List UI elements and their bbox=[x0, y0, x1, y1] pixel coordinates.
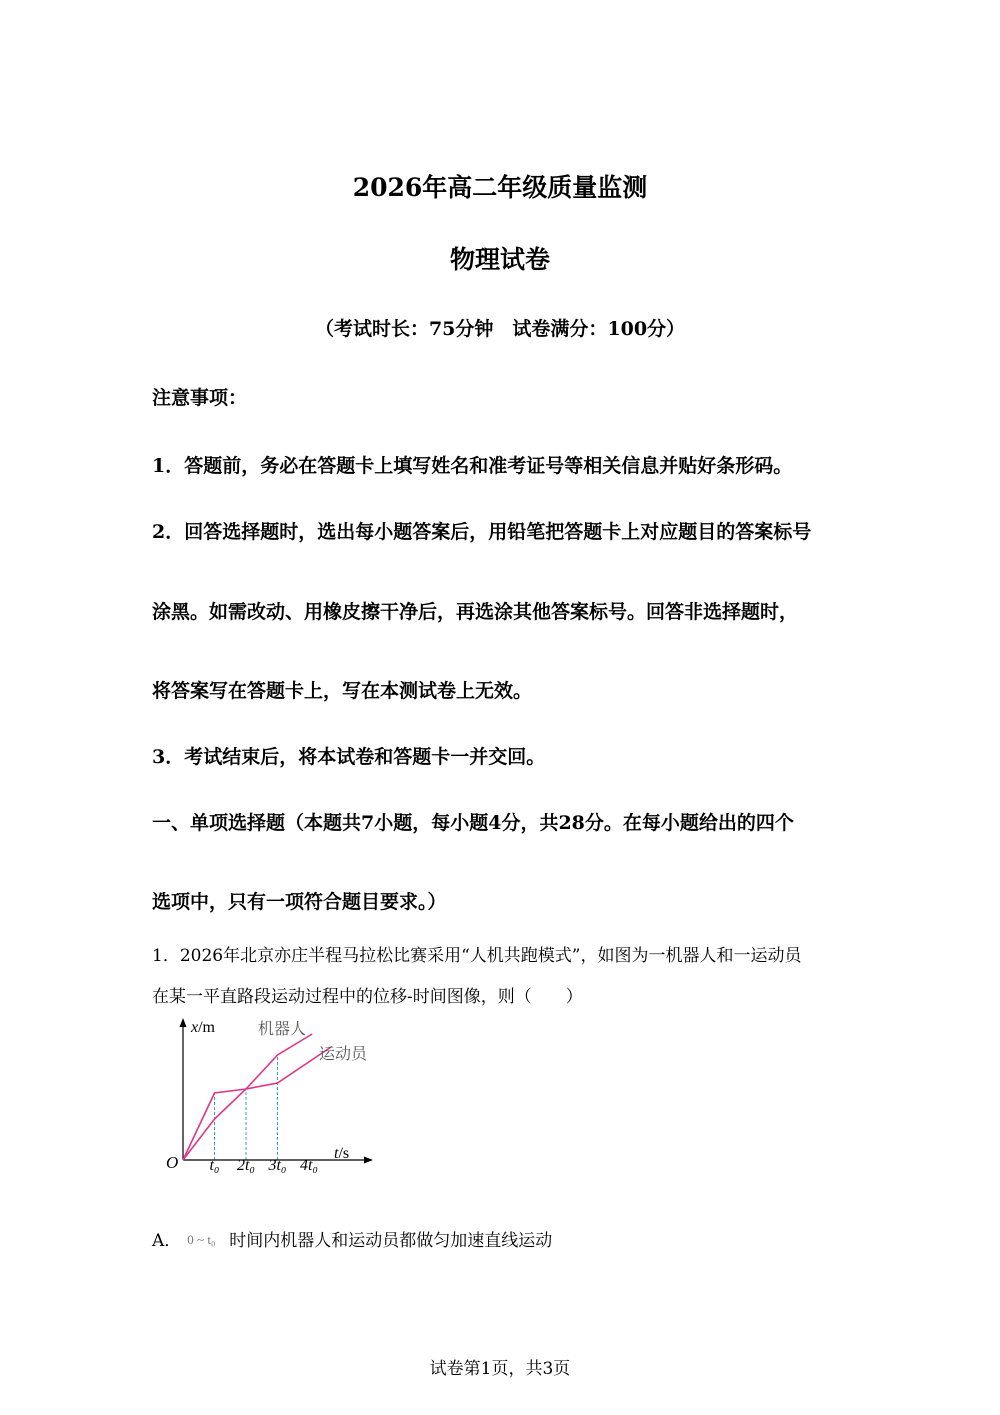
series-lines bbox=[183, 1034, 331, 1160]
legend-robot: 机器人 bbox=[258, 1019, 307, 1038]
notice-line-4: 将答案写在答题卡上，写在本测试卷上无效。 bbox=[152, 680, 533, 702]
x-axis-label: t/s bbox=[334, 1145, 350, 1162]
subject-title: 物理试卷 bbox=[449, 245, 550, 274]
option-a-text: 时间内机器人和运动员都做匀加速直线运动 bbox=[229, 1231, 553, 1251]
origin-label: O bbox=[166, 1153, 179, 1172]
series-line-robot bbox=[183, 1034, 312, 1160]
notice-line-3: 涂黑。如需改动、用橡皮擦干净后，再选涂其他答案标号。回答非选择题时， bbox=[152, 601, 799, 623]
legend-athlete: 运动员 bbox=[319, 1044, 368, 1063]
x-tick-label-1: t₀ bbox=[209, 1157, 220, 1174]
notice-heading: 注意事项： bbox=[152, 387, 248, 409]
exam-info: （考试时长：75分钟 试卷满分：100分） bbox=[314, 318, 686, 340]
notice-line-5: 3．考试结束后，将本试卷和答题卡一并交回。 bbox=[152, 746, 546, 768]
y-axis-arrow bbox=[180, 1018, 187, 1027]
option-a-label: A． bbox=[152, 1231, 182, 1251]
option-a-math-text: 0 ~ t₀ bbox=[187, 1232, 216, 1247]
question-1-line-1: 1．2026年北京亦庄半程马拉松比赛采用“人机共跑模式”，如图为一机器人和一运动员 bbox=[152, 946, 802, 966]
x-tick-label-2: 2t₀ bbox=[236, 1157, 256, 1174]
question-1-line-2: 在某一平直路段运动过程中的位移-时间图像，则（ ） bbox=[152, 987, 583, 1007]
position-time-graph bbox=[160, 1012, 380, 1182]
x-tick-label-4: 4t₀ bbox=[299, 1157, 319, 1174]
page-footer: 试卷第1页，共3页 bbox=[429, 1359, 571, 1379]
x-tick-label-3: 3t₀ bbox=[268, 1157, 287, 1174]
axes bbox=[180, 1018, 374, 1164]
series-line-athlete bbox=[183, 1047, 331, 1160]
section-heading-line-2: 选项中，只有一项符合题目要求。） bbox=[152, 891, 447, 913]
exam-title: 2026年高二年级质量监测 bbox=[352, 173, 648, 202]
notice-line-2: 2．回答选择题时，选出每小题答案后，用铅笔把答题卡上对应题目的答案标号 bbox=[152, 521, 812, 543]
section-heading-line-1: 一、单项选择题（本题共7小题，每小题4分，共28分。在每小题给出的四个 bbox=[152, 812, 794, 834]
x-axis-arrow bbox=[364, 1157, 373, 1164]
option-a[interactable] bbox=[152, 1226, 552, 1251]
notice-line-1: 1．答题前，务必在答题卡上填写姓名和准考证号等相关信息并贴好条形码。 bbox=[152, 455, 793, 477]
y-axis-label: x/m bbox=[191, 1019, 215, 1036]
